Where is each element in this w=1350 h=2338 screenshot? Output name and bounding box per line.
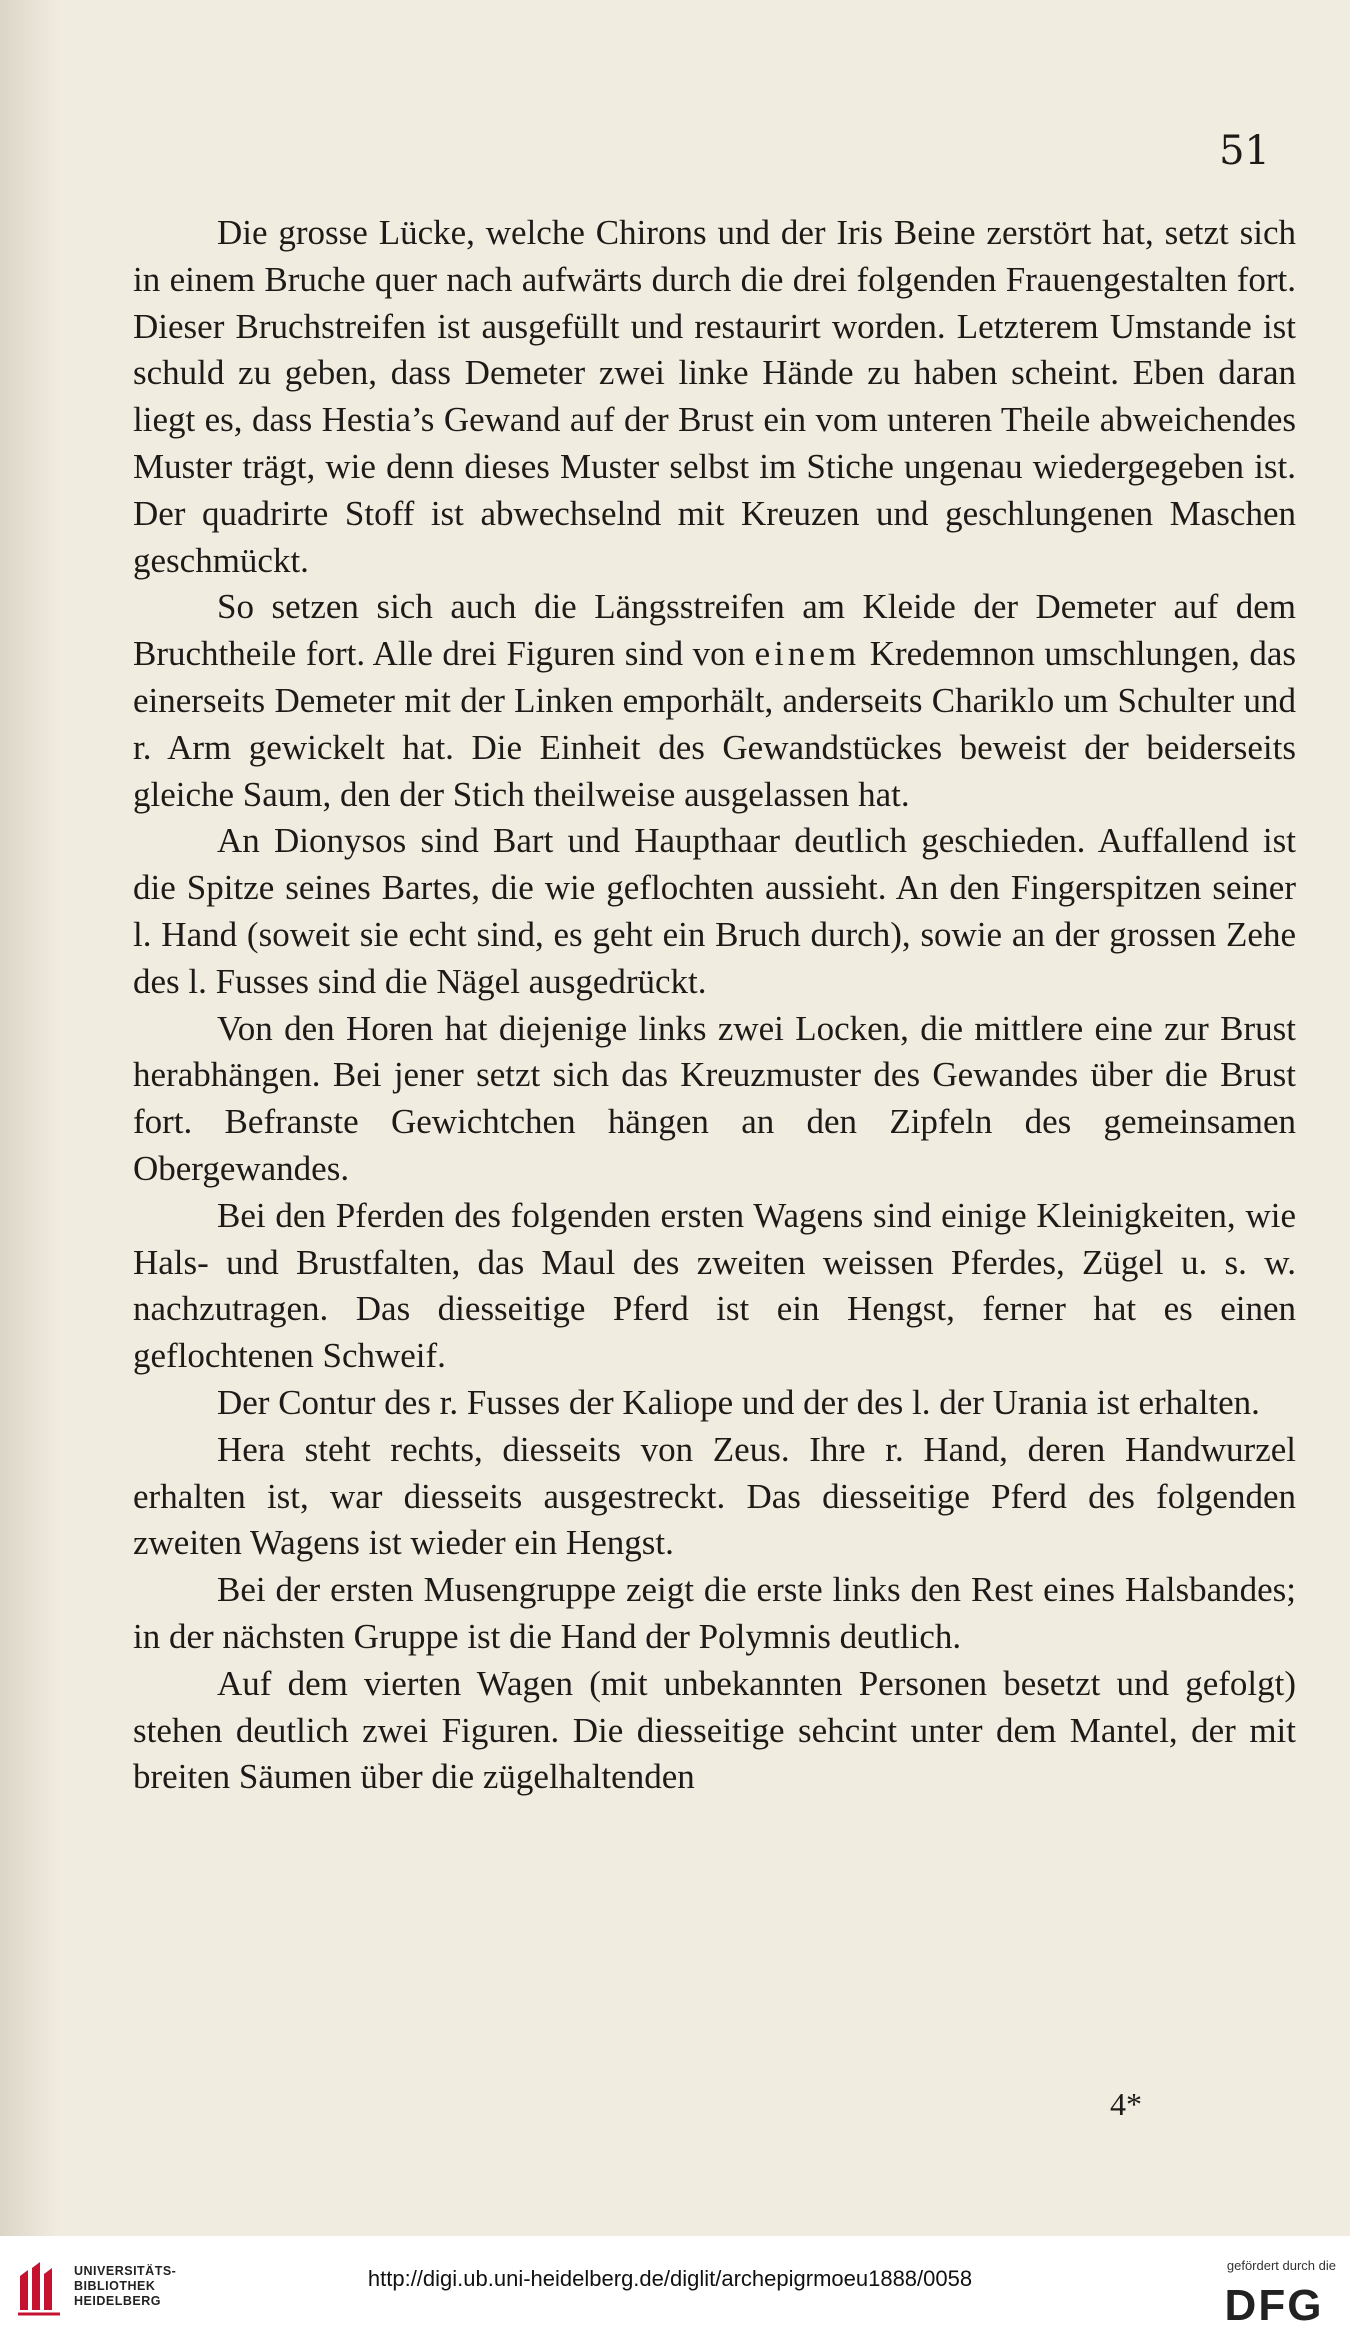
- paragraph: Die grosse Lücke, welche Chirons und der Iris Beine zerstört hat, setzt sich in einem Bruche quer nach aufwärts durch die drei folgenden Frauengestalten fort. Dieser Bruchstreifen ist ausgefüllt und restaurirt worden. Letzterem Umstande ist schuld zu geben, dass Demeter zwei linke Hände zu haben scheint. Eben daran liegt es, dass Hestia’s Gewand auf der Brust ein vom unteren Theile abweichendes Muster trägt, wie denn dieses Muster selbst im Stiche ungenau wiedergegeben ist. Der quadrirte Stoff ist abwechselnd mit Kreuzen und geschlungenen Maschen geschmückt.: [133, 213, 1296, 580]
- paragraph: Hera steht rechts, diesseits von Zeus. Ihre r. Hand, deren Handwurzel erhalten ist, war diesseits ausgestreckt. Das diesseitige Pferd des folgenden zweiten Wagens ist wieder ein Hengst.: [133, 1429, 1296, 1563]
- paragraph: Der Contur des r. Fusses der Kaliope und der des l. der Urania ist erhalten.: [217, 1382, 1260, 1422]
- paragraph-text: So setzen sich auch die Längsstreifen am Kleide der Demeter auf dem Bruchtheile fort. Alle drei Figuren sind von: [133, 587, 1296, 674]
- viewer-footer: [0, 2236, 1350, 2338]
- institution-line: HEIDELBERG: [74, 2294, 161, 2308]
- svg-text:DFG: DFG: [1224, 2281, 1324, 2326]
- permalink-url[interactable]: http://digi.ub.uni-heidelberg.de/diglit/archepigrmoeu1888/0058: [367, 2266, 973, 2291]
- paragraph: Auf dem vierten Wagen (mit unbekannten Personen besetzt und gefolgt) stehen deutlich zwei Figuren. Die diesseitige sehcint unter dem Mantel, der mit breiten Säumen über die zügelhaltenden: [133, 1663, 1296, 1797]
- paragraph: Von den Horen hat diejenige links zwei Locken, die mittlere eine zur Brust herabhängen. Bei jener setzt sich das Kreuzmuster des Gewandes über die Brust fort. Befranste Gewichtchen hängen an den Zipfeln des gemeinsamen Obergewandes.: [133, 1008, 1296, 1188]
- paragraph-text: Kredemnon umschlungen, das einerseits Demeter mit der Linken emporhält, anderseits Chariklo um Schulter und r. Arm gewickelt hat. Die Einheit des Gewandstückes beweist der beiderseits gleiche Saum, den der Stich theilweise ausgelassen hat.: [133, 634, 1296, 814]
- university-library-logo-icon: [14, 2260, 64, 2318]
- paragraph: [133, 584, 1296, 818]
- paragraph: An Dionysos sind Bart und Haupthaar deutlich geschieden. Auffallend ist die Spitze seines Bartes, die wie geflochten aussieht. An den Fingerspitzen seiner l. Hand (soweit sie echt sind, es geht ein Bruch durch), sowie an der grossen Zehe des l. Fusses sind die Nägel ausgedrückt.: [133, 821, 1296, 1001]
- paragraph: Bei den Pferden des folgenden ersten Wagens sind einige Kleinigkeiten, wie Hals- und Brustfalten, das Maul des zweiten weissen Pferdes, Zügel u. s. w. nachzutragen. Das diesseitige Pferd ist ein Hengst, ferner hat es einen geflochtenen Schweif.: [133, 1195, 1296, 1376]
- institution-line: UNIVERSITÄTS-: [74, 2264, 177, 2278]
- institution-line: BIBLIOTHEK: [74, 2279, 156, 2293]
- body-text: [133, 210, 1296, 1801]
- signature-mark: 4*: [1110, 2086, 1142, 2122]
- paragraph: Bei der ersten Musengruppe zeigt die erste links den Rest eines Halsbandes; in der nächsten Gruppe ist die Hand der Polymnis deutlich.: [133, 1570, 1296, 1656]
- page-number: 51: [1219, 128, 1270, 174]
- institution-name: [74, 2264, 176, 2309]
- dfg-logo-icon: [1212, 2280, 1336, 2326]
- funding-caption: gefördert durch die: [1226, 2258, 1336, 2273]
- emphasized-word: einem: [754, 634, 861, 674]
